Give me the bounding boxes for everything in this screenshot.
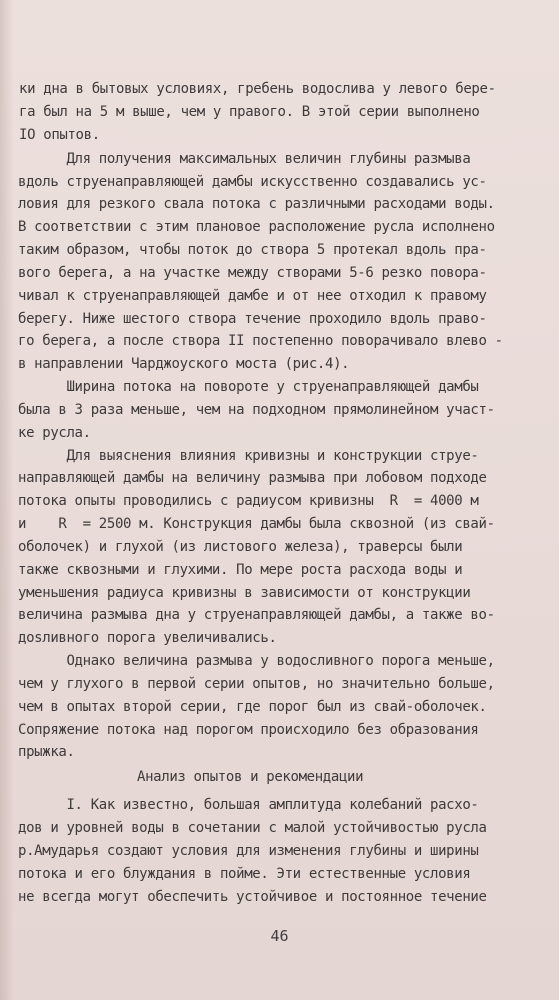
text-line: ке русла. xyxy=(18,425,91,441)
text-line: I. Как известно, большая амплитуда колебаний расхо- xyxy=(18,797,479,813)
text-line: прыжка. xyxy=(18,744,75,760)
text-line: га был на 5 м выше, чем у правого. В этой серии выполнено xyxy=(19,104,480,120)
text-line: дosливного порога увеличивались. xyxy=(18,630,277,646)
text-line: уменьшения радиуса кривизны в зависимости от конструкции xyxy=(18,585,471,601)
text-line: Сопряжение потока над порогом происходило без образования xyxy=(18,722,479,738)
text-line: дов и уровней воды в сочетании с малой устойчивостью русла xyxy=(18,820,487,836)
text-line: чем у глухого в первой серии опытов, но значительно больше, xyxy=(18,676,495,692)
text-line: таким образом, чтобы поток до створа 5 протекал вдоль пра- xyxy=(18,242,487,258)
text-line: ловия для резкого свала потока с различными расходами воды. xyxy=(18,196,495,212)
text-line: вдоль струенаправляющей дамбы искусственно создавались ус- xyxy=(18,174,487,190)
text-line: чивал к струенаправляющей дамбе и от нее отходил к правому xyxy=(18,288,487,304)
text-line: В соответствии с этим плановое расположение русла исполнено xyxy=(18,219,495,235)
text-line: ки дна в бытовых условиях, гребень водослива у левого бере- xyxy=(19,81,496,97)
text-line: Ширина потока на повороте у струенаправляющей дамбы xyxy=(18,379,479,395)
text-line: потока опыты проводились с радиусом кривизны R = 4000 м xyxy=(18,493,479,509)
text-line: также сквозными и глухими. По мере роста расхода воды и xyxy=(18,562,463,578)
text-line: направляющей дамбы на величину размыва при лобовом подходе xyxy=(18,470,487,486)
text-line: берегу. Ниже шестого створа течение проходило вдоль право- xyxy=(18,311,487,327)
text-line: была в 3 раза меньше, чем на подходном прямолинейном участ- xyxy=(18,402,495,418)
text-line: го берега, а после створа II постепенно поворачивало влево - xyxy=(18,333,503,349)
text-line: Однако величина размыва у водосливного порога меньше, xyxy=(18,653,495,669)
section-heading: Анализ опытов и рекомендации xyxy=(137,769,364,785)
text-line: потока и его блуждания в пойме. Эти естественные условия xyxy=(18,866,471,882)
text-line: Для выяснения влияния кривизны и конструкции струе- xyxy=(18,448,479,464)
text-line: в направлении Чарджоуского моста (рис.4). xyxy=(18,356,350,372)
text-line: вого берега, а на участке между створами 5-6 резко повора- xyxy=(18,265,487,281)
text-line: р.Амударья создают условия для изменения глубины и ширины xyxy=(18,843,479,859)
text-line: не всегда могут обеспечить устойчивое и постоянное течение xyxy=(18,889,487,905)
text-line: величина размыва дна у струенаправляющей дамбы, а также во- xyxy=(18,607,495,623)
text-line: чем в опытах второй серии, где порог был из свай-оболочек. xyxy=(18,699,487,715)
text-line: оболочек) и глухой (из листового железа), траверсы были xyxy=(18,539,463,555)
text-line: и R = 2500 м. Конструкция дамбы была сквозной (из свай- xyxy=(18,516,495,532)
page-number: 46 xyxy=(270,927,289,945)
text-line: Для получения максимальных величин глубины размыва xyxy=(18,151,471,167)
text-line: IO опытов. xyxy=(19,127,100,143)
